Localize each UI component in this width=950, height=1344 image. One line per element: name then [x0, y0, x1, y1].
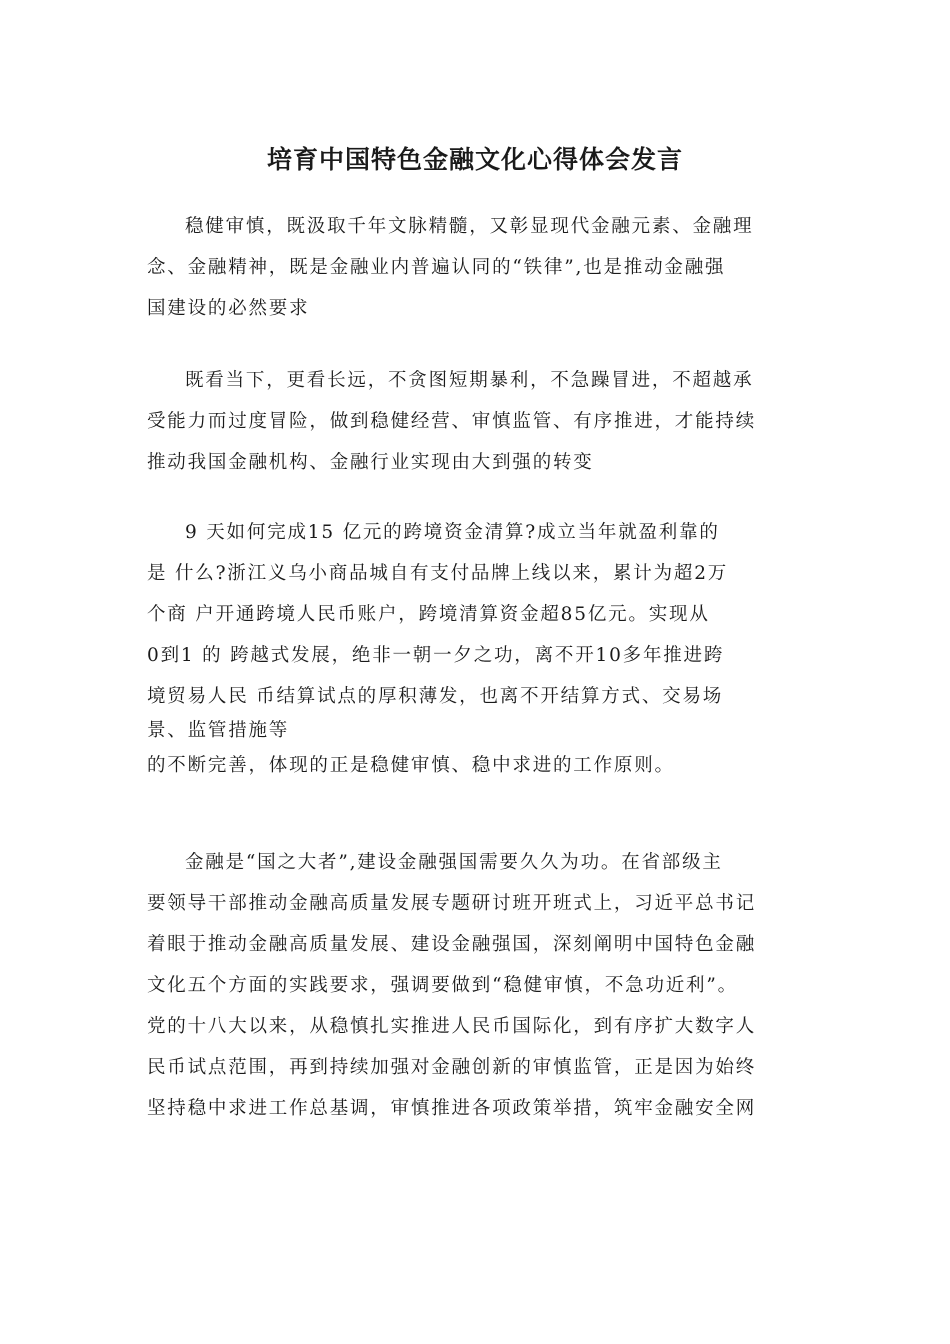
paragraph-line: 个商 户开通跨境人民币账户，跨境清算资金超85亿元。实现从 [147, 604, 710, 625]
paragraph-line: 稳健审慎，既汲取千年文脉精髓，又彰显现代金融元素、金融理 [185, 216, 754, 237]
paragraph-line: 是 什么?浙江义乌小商品城自有支付品牌上线以来，累计为超2万 [147, 563, 729, 584]
paragraph-4 [147, 842, 827, 1129]
paragraph-line: 境贸易人民 币结算试点的厚积薄发，也离不开结算方式、交易场 [147, 686, 724, 707]
paragraph-line: 念、金融精神，既是金融业内普遍认同的“铁律”,也是推动金融强 [147, 257, 726, 278]
paragraph-line: 推动我国金融机构、金融行业实现由大到强的转变 [147, 452, 594, 473]
paragraph-line: 既看当下，更看长远，不贪图短期暴利，不急躁冒进，不超越承 [185, 370, 754, 391]
paragraph-line: 景、监管措施等 [147, 720, 290, 741]
paragraph-line: 党的十八大以来，从稳慎扎实推进人民币国际化，到有序扩大数字人 [147, 1016, 757, 1037]
paragraph-line: 国建设的必然要求 [147, 298, 310, 319]
paragraph-2 [147, 360, 827, 483]
paragraph-line: 0到1 的 跨越式发展，绝非一朝一夕之功，离不开10多年推进跨 [147, 645, 725, 666]
paragraph-line: 着眼于推动金融高质量发展、建设金融强国，深刻阐明中国特色金融 [147, 934, 757, 955]
paragraph-line: 文化五个方面的实践要求，强调要做到“稳健审慎，不急功近利”。 [147, 975, 738, 996]
paragraph-line: 民币试点范围，再到持续加强对金融创新的审慎监管，正是因为始终 [147, 1057, 757, 1078]
paragraph-line: 金融是“国之大者”,建设金融强国需要久久为功。在省部级主 [185, 852, 723, 873]
paragraph-1 [147, 206, 827, 329]
paragraph-line: 9 天如何完成15 亿元的跨境资金清算?成立当年就盈利靠的 [185, 522, 720, 543]
paragraph-3 [147, 512, 827, 786]
paragraph-line: 受能力而过度冒险，做到稳健经营、审慎监管、有序推进，才能持续 [147, 411, 757, 432]
paragraph-line: 坚持稳中求进工作总基调，审慎推进各项政策举措，筑牢金融安全网 [147, 1098, 757, 1119]
document-title: 培育中国特色金融文化心得体会发言 [266, 145, 683, 174]
paragraph-line: 的不断完善，体现的正是稳健审慎、稳中求进的工作原则。 [147, 755, 675, 776]
paragraph-line: 要领导干部推动金融高质量发展专题研讨班开班式上，习近平总书记 [147, 893, 757, 914]
